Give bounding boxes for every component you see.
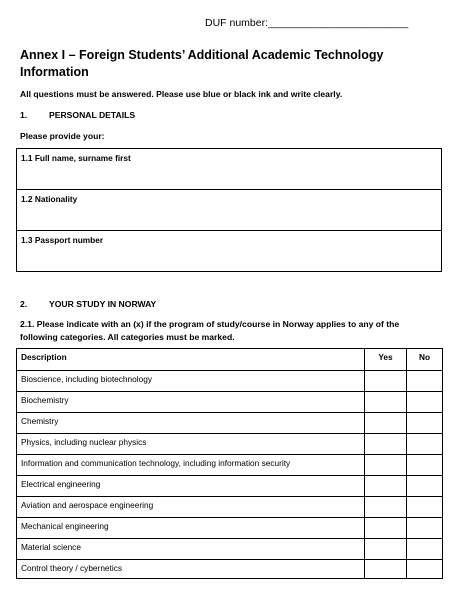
page-title: Annex I – Foreign Students’ Additional Academic Technology Information <box>20 48 384 79</box>
yes-checkbox-cell[interactable] <box>365 539 407 560</box>
categories-table <box>16 348 443 579</box>
no-checkbox-cell[interactable] <box>407 497 443 518</box>
category-description: Chemistry <box>17 413 365 434</box>
no-header: No <box>407 349 443 371</box>
nationality-label: 1.2 Nationality <box>21 194 78 204</box>
no-checkbox-cell[interactable] <box>407 518 443 539</box>
category-description: Bioscience, including biotechnology <box>17 371 365 392</box>
section-1-heading <box>20 110 135 120</box>
table-row <box>17 560 443 579</box>
no-checkbox-cell[interactable] <box>407 539 443 560</box>
yes-checkbox-cell[interactable] <box>365 455 407 476</box>
category-description: Material science <box>17 539 365 560</box>
no-checkbox-cell[interactable] <box>407 560 443 579</box>
category-description: Physics, including nuclear physics <box>17 434 365 455</box>
section-2-title: YOUR STUDY IN NORWAY <box>49 299 157 309</box>
category-description: Electrical engineering <box>17 476 365 497</box>
full-name-field[interactable] <box>17 149 441 190</box>
yes-checkbox-cell[interactable] <box>365 434 407 455</box>
passport-number-field[interactable] <box>17 231 441 272</box>
yes-checkbox-cell[interactable] <box>365 560 407 579</box>
full-name-label: 1.1 Full name, surname first <box>21 153 131 163</box>
categories-header-row <box>17 349 443 371</box>
passport-number-label: 1.3 Passport number <box>21 235 104 245</box>
table-row <box>17 413 443 434</box>
instructions-text: All questions must be answered. Please use blue or black ink and write clearly. <box>20 89 343 99</box>
yes-checkbox-cell[interactable] <box>365 371 407 392</box>
duf-number-field[interactable]: DUF number:________________________ <box>205 17 409 29</box>
personal-details-prompt: Please provide your: <box>20 131 105 141</box>
yes-checkbox-cell[interactable] <box>365 413 407 434</box>
personal-details-table <box>16 148 442 272</box>
no-checkbox-cell[interactable] <box>407 371 443 392</box>
category-description: Biochemistry <box>17 392 365 413</box>
yes-header: Yes <box>365 349 407 371</box>
no-checkbox-cell[interactable] <box>407 455 443 476</box>
description-header: Description <box>17 349 365 371</box>
table-row <box>17 476 443 497</box>
yes-checkbox-cell[interactable] <box>365 518 407 539</box>
no-checkbox-cell[interactable] <box>407 476 443 497</box>
section-2-heading <box>20 299 156 309</box>
table-row <box>17 371 443 392</box>
section-2-number: 2. <box>20 299 28 309</box>
category-description: Mechanical engineering <box>17 518 365 539</box>
table-row <box>17 455 443 476</box>
category-description: Control theory / cybernetics <box>17 560 365 579</box>
table-row <box>17 434 443 455</box>
no-checkbox-cell[interactable] <box>407 434 443 455</box>
nationality-field[interactable] <box>17 190 441 231</box>
table-row <box>17 539 443 560</box>
table-row <box>17 497 443 518</box>
question-2-1: 2.1. Please indicate with an (x) if the program of study/course in Norway applies to any of the following categories. All categories must be marked. <box>20 319 400 342</box>
table-row <box>17 392 443 413</box>
section-1-number: 1. <box>20 110 28 120</box>
category-description: Aviation and aerospace engineering <box>17 497 365 518</box>
yes-checkbox-cell[interactable] <box>365 497 407 518</box>
section-1-title: PERSONAL DETAILS <box>49 110 136 120</box>
table-row <box>17 518 443 539</box>
category-description: Information and communication technology, including information security <box>17 455 365 476</box>
yes-checkbox-cell[interactable] <box>365 476 407 497</box>
yes-checkbox-cell[interactable] <box>365 392 407 413</box>
no-checkbox-cell[interactable] <box>407 413 443 434</box>
no-checkbox-cell[interactable] <box>407 392 443 413</box>
